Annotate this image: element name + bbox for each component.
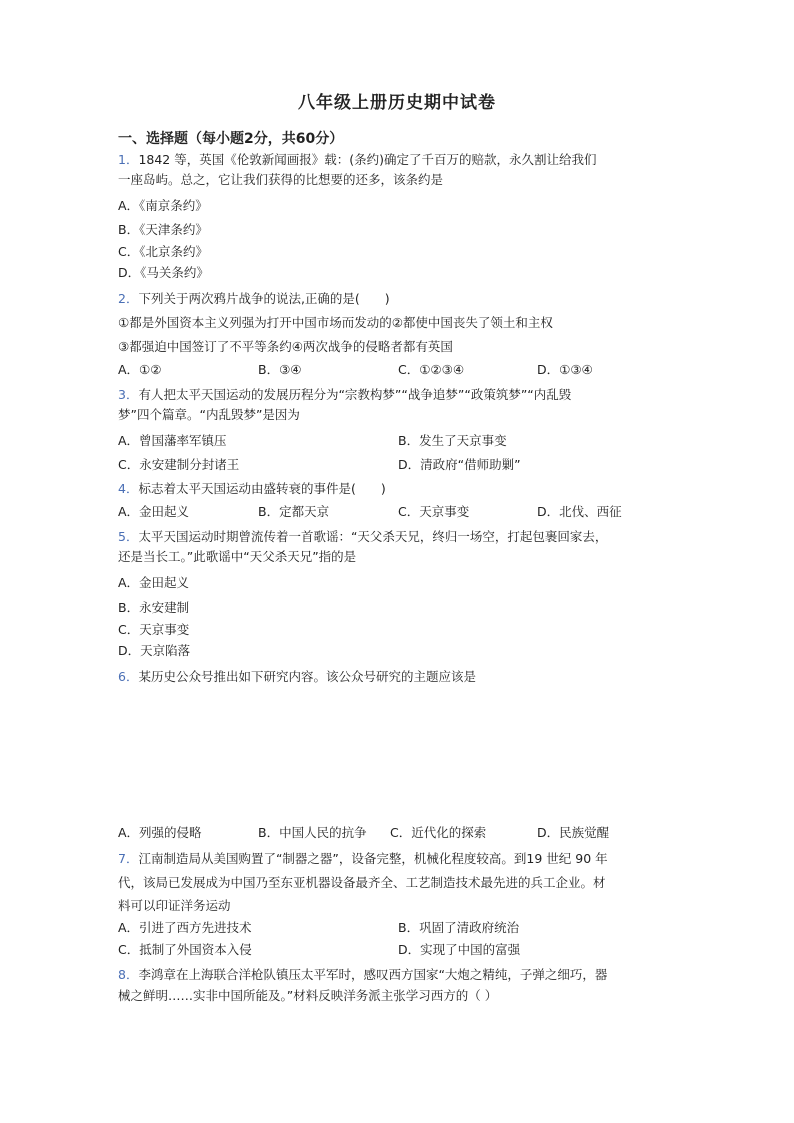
- q3-option-d: D．清政府“借师助剿”: [398, 457, 521, 472]
- question-number: 3．: [118, 387, 139, 402]
- question-number: 8．: [118, 967, 139, 982]
- q3-option-b: B．发生了天京事变: [398, 433, 507, 448]
- question-number: 2．: [118, 291, 139, 306]
- q5-option-d: D．天京陷落: [118, 643, 191, 658]
- q4-option-c: C．天京事变: [398, 504, 470, 519]
- question-number: 6．: [118, 669, 139, 684]
- q5-option-b: B．永安建制: [118, 600, 190, 615]
- question-number: 7．: [118, 851, 139, 866]
- q2-option-c: C．①②③④: [398, 362, 465, 377]
- q3-option-a: A．曾国藩率军镇压: [118, 433, 227, 448]
- question-8-line-2: 械之鲜明……实非中国所能及。”材料反映洋务派主张学习西方的（ ）: [118, 988, 498, 1003]
- question-5-line-1: 5．太平天国运动时期曾流传着一首歌谣：“天父杀天兄，终归一场空，打起包裹回家去，: [118, 529, 608, 544]
- q7-option-d: D．实现了中国的富强: [398, 942, 521, 957]
- q6-option-a: A．列强的侵略: [118, 825, 202, 840]
- question-5-line-2: 还是当长工。”此歌谣中“天父杀天兄”指的是: [118, 549, 357, 564]
- question-number: 1．: [118, 152, 139, 167]
- question-2-line-3: ③都强迫中国签订了不平等条约④两次战争的侵略者都有英国: [118, 339, 453, 354]
- question-number: 5．: [118, 529, 139, 544]
- question-8-line-1: 8．李鸿章在上海联合洋枪队镇压太平军时，感叹西方国家“大炮之精纯，子弹之细巧，器: [118, 967, 608, 982]
- question-7-line-1: 7．江南制造局从美国购置了“制器之器”，设备完整，机械化程度较高。到19 世纪 90 年: [118, 851, 608, 866]
- q1-option-a: A．《南京条约》: [118, 198, 208, 213]
- q6-option-d: D．民族觉醒: [537, 825, 610, 840]
- q6-option-c: C．近代化的探索: [390, 825, 487, 840]
- question-1-line-1: 1．1842 等，英国《伦敦新闻画报》载：(条约)确定了千百万的赔款，永久割让给我们: [118, 152, 597, 167]
- question-2-line-1: 2．下列关于两次鸦片战争的说法,正确的是( ): [118, 291, 390, 306]
- question-3-line-2: 梦”四个篇章。“内乱毁梦”是因为: [118, 407, 300, 422]
- question-2-line-2: ①都是外国资本主义列强为打开中国市场而发动的②都使中国丧失了领土和主权: [118, 315, 553, 330]
- q7-option-a: A．引进了西方先进技术: [118, 920, 252, 935]
- section-heading: 一、选择题（每小题2分，共60分）: [118, 131, 344, 147]
- q1-option-c: C．《北京条约》: [118, 244, 208, 259]
- question-6-line-1: 6．某历史公众号推出如下研究内容。该公众号研究的主题应该是: [118, 669, 476, 684]
- question-3-line-1: 3．有人把太平天国运动的发展历程分为“宗教构梦”“战争追梦”“政策筑梦”“内乱毁: [118, 387, 572, 402]
- q2-option-b: B．③④: [258, 362, 302, 377]
- q5-option-c: C．天京事变: [118, 622, 190, 637]
- q5-option-a: A．金田起义: [118, 575, 190, 590]
- question-7-line-3: 料可以印证洋务运动: [118, 898, 231, 913]
- question-number: 4．: [118, 481, 139, 496]
- q1-option-b: B．《天津条约》: [118, 222, 208, 237]
- page-title: 八年级上册历史期中试卷: [298, 93, 496, 113]
- q4-option-d: D．北伐、西征: [537, 504, 622, 519]
- q4-option-a: A．金田起义: [118, 504, 190, 519]
- q2-option-a: A．①②: [118, 362, 162, 377]
- q6-option-b: B．中国人民的抗争: [258, 825, 367, 840]
- q1-option-d: D．《马关条约》: [118, 265, 209, 280]
- q2-option-d: D．①③④: [537, 362, 593, 377]
- question-1-line-2: 一座岛屿。总之，它让我们获得的比想要的还多，该条约是: [118, 172, 444, 187]
- q7-option-c: C．抵制了外国资本入侵: [118, 942, 252, 957]
- q4-option-b: B．定都天京: [258, 504, 330, 519]
- question-7-line-2: 代，该局已发展成为中国乃至东亚机器设备最齐全、工艺制造技术最先进的兵工企业。材: [118, 875, 606, 890]
- question-4-line-1: 4．标志着太平天国运动由盛转衰的事件是( ): [118, 481, 386, 496]
- q7-option-b: B．巩固了清政府统治: [398, 920, 520, 935]
- q3-option-c: C．永安建制分封诸王: [118, 457, 240, 472]
